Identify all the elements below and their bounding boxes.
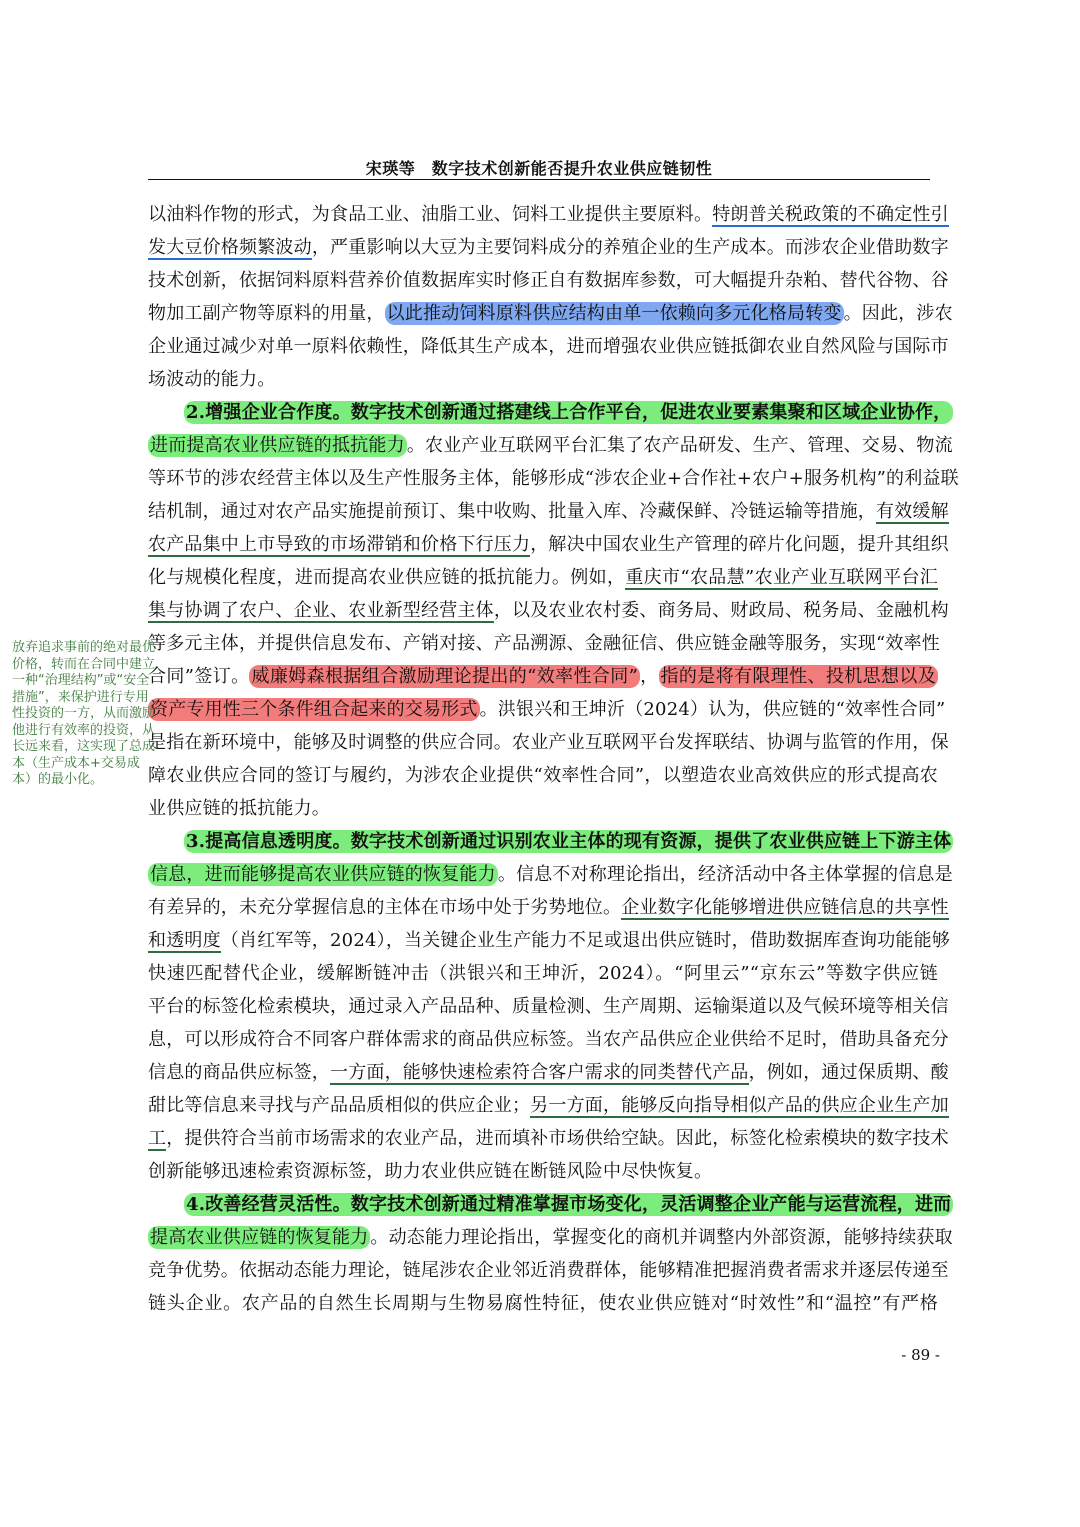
text-line: 企业通过减少对单一原料依赖性，降低其生产成本，进而增强农业供应链抵御农业自然风险与国际市 [148, 336, 949, 357]
red-highlight: 资产专用性三个条件组合起来的交易形式 [150, 699, 478, 720]
text-line: 息，可以形成符合不同客户群体需求的商品供应标签。当农产品供应企业供给不足时，借助具备充分 [148, 1029, 949, 1050]
underline-annotation: 农产品集中上市导致的市场滞销和价格下行压力 [148, 534, 531, 555]
text-line: 物加工副产物等原料的用量， 以此推动饲料原料供应结构由单一依赖向多元化格局转变 。因此，涉农 [148, 303, 953, 324]
green-highlight: 2.增强企业合作度。数字技术创新通过搭建线上合作平台，促进农业要素集聚和区域企业协作， [186, 402, 952, 423]
text-line: 平台的标签化检索模块，通过录入产品品种、质量检测、生产周期、运输渠道以及气候环境等相关信 [148, 996, 949, 1017]
text-line: 农产品集中上市导致的市场滞销和价格下行压力，解决中国农业生产管理的碎片化问题，提升其组织 [148, 534, 949, 555]
text-line: 和透明度（肖红军等，2024），当关键企业生产能力不足或退出供应链时，借助数据库查询功能能够 [148, 930, 951, 951]
text-line: 是指在新环境中，能够及时调整的供应合同。农业产业互联网平台发挥联结、协调与监管的作用，保 [148, 732, 949, 753]
text-line: 工，提供符合当前市场需求的农业产品，进而填补市场供给空缺。因此，标签化检索模块的数字技术 [148, 1128, 949, 1149]
text-line: 发大豆价格频繁波动，严重影响以大豆为主要饲料成分的养殖企业的生产成本。而涉农企业借助数字 [148, 237, 949, 258]
text-line: 信息的商品供应标签，一方面，能够快速检索符合客户需求的同类替代产品，例如，通过保质期、酸 [148, 1062, 949, 1083]
green-highlight: 进而提高农业供应链的抵抗能力 [150, 435, 405, 456]
text-line: 甜比等信息来寻找与产品品质相似的供应企业；另一方面，能够反向指导相似产品的供应企业生产加 [148, 1095, 949, 1116]
text-line: 以油料作物的形式，为食品工业、油脂工业、饲料工业提供主要原料。特朗普关税政策的不确定性引 [148, 204, 949, 225]
text-line: 信息，进而能够提高农业供应链的恢复能力 。信息不对称理论指出，经济活动中各主体掌握的信息是 [150, 864, 953, 885]
underline-annotation: 工 [148, 1128, 167, 1149]
text-line: 业供应链的抵抗能力。 [148, 798, 330, 819]
text-line: 障农业供应合同的签订与履约，为涉农企业提供“效率性合同”，以塑造农业高效供应的形式提高农 [148, 765, 938, 786]
underline-annotation: 发大豆价格频繁波动 [148, 237, 312, 258]
section-heading-line [148, 825, 952, 858]
green-highlight: 4.改善经营灵活性。数字技术创新通过精准掌握市场变化，灵活调整企业产能与运营流程，进而 [186, 1194, 952, 1215]
text-line: 结机制，通过对农产品实施提前预订、集中收购、批量入库、冷藏保鲜、冷链运输等措施，有效缓解 [148, 501, 949, 522]
green-highlight: 3.提高信息透明度。数字技术创新通过识别农业主体的现有资源，提供了农业供应链上下游主体 [186, 831, 952, 852]
margin-note: 放弃追求事前的绝对最优价格，转而在合同中建立一种“治理结构”或“安全措施”，来保护进行专用性投资的一方，从而激励他进行有效率的投资，从长远来看，这实现了总成本（生产成本+交易成本）的最小化。 [12, 640, 156, 787]
text-line: 场波动的能力。 [148, 369, 276, 390]
section-heading-line [148, 1188, 952, 1221]
text-line: 提高农业供应链的恢复能力 。动态能力理论指出，掌握变化的商机并调整内外部资源，能够持续获取 [150, 1227, 953, 1248]
underline-annotation: 和透明度 [148, 930, 221, 951]
red-highlight: 指的是将有限理性、投机思想以及 [660, 666, 937, 687]
page-number: - 89 - [901, 1346, 940, 1364]
underline-annotation: 重庆市“农品慧”农业产业互联网平台汇 [625, 567, 938, 588]
green-highlight: 提高农业供应链的恢复能力 [150, 1227, 369, 1248]
underline-annotation: 另一方面，能够反向指导相似产品的供应企业生产加 [530, 1095, 949, 1116]
text-line: 资产专用性三个条件组合起来的交易形式 。洪银兴和王坤沂（2024）认为，供应链的“效率性合同” [150, 699, 946, 720]
text-line: 合同”签订。 威廉姆森根据组合激励理论提出的“效率性合同” ， 指的是将有限理性、投机思想以及 [148, 666, 937, 687]
header-rule [148, 179, 930, 180]
body-text [148, 198, 959, 1320]
running-header: 宋瑛等 数字技术创新能否提升农业供应链韧性 [365, 159, 713, 178]
text-line: 等环节的涉农经营主体以及生产性服务主体，能够形成“涉农企业+合作社+农户+服务机构”的利益联 [148, 468, 959, 489]
red-highlight: 威廉姆森根据组合激励理论提出的“效率性合同” [251, 666, 638, 687]
underline-annotation: 特朗普关税政策的不确定性引 [712, 204, 949, 225]
text-line: 有差异的，未充分掌握信息的主体在市场中处于劣势地位。企业数字化能够增进供应链信息的共享性 [148, 897, 949, 918]
underline-annotation: 有效缓解 [876, 501, 949, 522]
text-line: 进而提高农业供应链的抵抗能力 。农业产业互联网平台汇集了农产品研发、生产、管理、交易、物流 [150, 435, 953, 456]
underline-annotation: 集与协调了农户、企业、农业新型经营主体 [148, 600, 494, 621]
section-heading-line [148, 396, 952, 429]
text-line: 竞争优势。依据动态能力理论，链尾涉农企业邻近消费群体，能够精准把握消费者需求并逐层传递至 [148, 1260, 949, 1281]
green-highlight: 信息，进而能够提高农业供应链的恢复能力 [150, 864, 496, 885]
text-line: 化与规模化程度，进而提高农业供应链的抵抗能力。例如，重庆市“农品慧”农业产业互联网平台汇 [148, 567, 938, 588]
text-line: 等多元主体，并提供信息发布、产销对接、产品溯源、金融征信、供应链金融等服务，实现“效率性 [148, 633, 940, 654]
text-line: 快速匹配替代企业，缓解断链冲击（洪银兴和王坤沂，2024）。“阿里云”“京东云”等数字供应链 [148, 963, 938, 984]
text-line: 创新能够迅速检索资源标签，助力农业供应链在断链风险中尽快恢复。 [148, 1161, 713, 1182]
underline-annotation: 企业数字化能够增进供应链信息的共享性 [621, 897, 949, 918]
underline-annotation: 一方面，能够快速检索符合客户需求的同类替代产品 [330, 1062, 749, 1083]
text-line: 技术创新，依据饲料原料营养价值数据库实时修正自有数据库参数，可大幅提升杂粕、替代谷物、谷 [148, 270, 949, 291]
text-line: 集与协调了农户、企业、农业新型经营主体，以及农业农村委、商务局、财政局、税务局、金融机构 [148, 600, 949, 621]
blue-highlight: 以此推动饲料原料供应结构由单一依赖向多元化格局转变 [386, 303, 842, 324]
text-line: 链头企业。农产品的自然生长周期与生物易腐性特征，使农业供应链对“时效性”和“温控”有严格 [148, 1293, 938, 1314]
